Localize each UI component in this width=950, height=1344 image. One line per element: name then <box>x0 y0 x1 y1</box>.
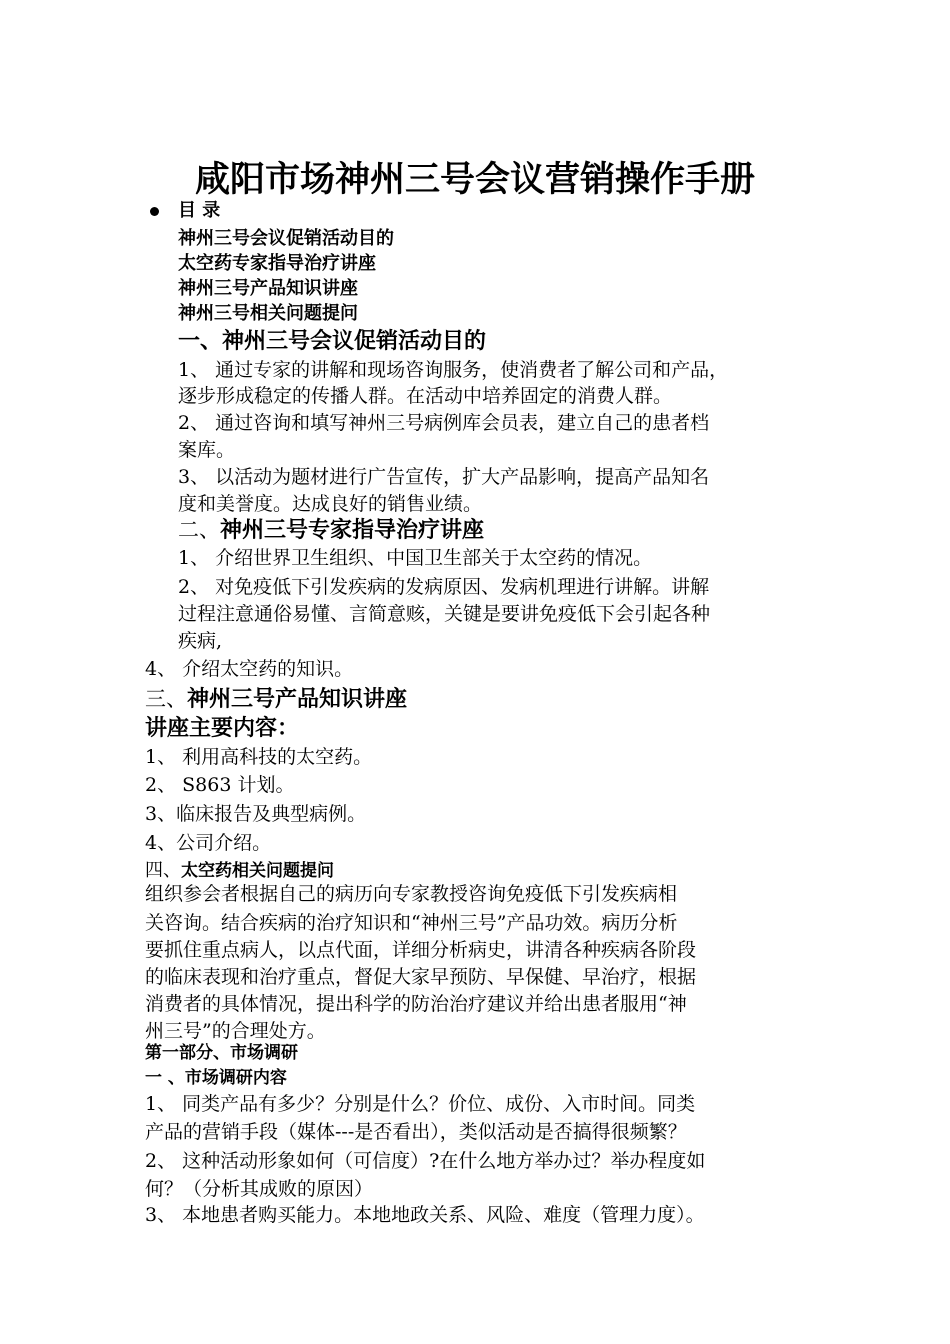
toc-item: 神州三号产品知识讲座 <box>178 278 358 299</box>
part1-line: 3、 本地患者购买能力。本地地政关系、风险、难度（管理力度）。 <box>145 1204 705 1226</box>
toc-item: 太空药专家指导治疗讲座 <box>178 253 376 274</box>
section4-heading-main: 太空药相关问题提问 <box>181 861 334 881</box>
section2-line: 过程注意通俗易懂、言简意赅，关键是要讲免疫低下会引起各种 <box>178 603 711 625</box>
section3-heading-prefix: 三、 <box>145 687 187 711</box>
section2-line: 4、 介绍太空药的知识。 <box>145 658 354 680</box>
section3-line: 4、公司介绍。 <box>145 832 272 854</box>
section1-line: 案库。 <box>178 439 236 461</box>
part1-line: 2、 这种活动形象如何（可信度）?在什么地方举办过？举办程度如 <box>145 1150 706 1172</box>
part1-line: 何？（分析其成败的原因） <box>145 1178 374 1200</box>
section2-line: 疾病, <box>178 630 223 652</box>
section1-line: 3、 以活动为题材进行广告宣传，扩大产品影响，提高产品知名 <box>178 466 710 488</box>
toc-item: 神州三号相关问题提问 <box>178 303 358 324</box>
toc-heading: 目 录 <box>178 200 221 221</box>
section1-heading: 一、神州三号会议促销活动目的 <box>178 329 487 354</box>
page-title: 咸阳市场神州三号会议营销操作手册 <box>195 160 756 200</box>
section4-line: 消费者的具体情况，提出科学的防治治疗建议并给出患者服用“神 <box>145 993 687 1015</box>
bullet-icon <box>150 207 159 216</box>
part1-subheading: 一 、市场调研内容 <box>145 1068 287 1088</box>
section4-heading <box>145 862 334 880</box>
section4-line: 组织参会者根据自己的病历向专家教授咨询免疫低下引发疾病相 <box>145 883 678 905</box>
toc-item: 神州三号会议促销活动目的 <box>178 228 394 249</box>
section4-line: 的临床表现和治疗重点，督促大家早预防、早保健、早治疗，根据 <box>145 966 697 988</box>
section2-line: 2、 对免疫低下引发疾病的发病原因、发病机理进行讲解。讲解 <box>178 576 710 598</box>
section3-line: 1、 利用高科技的太空药。 <box>145 746 373 768</box>
part1-line: 1、 同类产品有多少？分别是什么？价位、成份、入市时间。同类 <box>145 1093 696 1115</box>
section1-line: 度和美誉度。达成良好的销售业绩。 <box>178 493 483 515</box>
section4-line: 关咨询。结合疾病的治疗知识和“神州三号”产品功效。病历分析 <box>145 912 678 934</box>
section2-line: 1、 介绍世界卫生组织、中国卫生部关于太空药的情况。 <box>178 547 653 569</box>
section2-heading <box>178 520 484 542</box>
section4-line: 州三号”的合理处方。 <box>145 1020 326 1042</box>
section3-line: 3、临床报告及典型病例。 <box>145 803 367 825</box>
section1-line: 1、 通过专家的讲解和现场咨询服务，使消费者了解公司和产品， <box>178 359 729 381</box>
section3-subheading: 讲座主要内容： <box>145 716 300 741</box>
part1-line: 产品的营销手段（媒体---是否看出），类似活动是否搞得很频繁？ <box>145 1121 687 1143</box>
section2-heading-main: 神州三号专家指导治疗讲座 <box>220 518 485 543</box>
part1-heading: 第一部分、市场调研 <box>145 1043 298 1063</box>
section1-line: 逐步形成稳定的传播人群。在活动中培养固定的消费人群。 <box>178 385 673 407</box>
section3-heading <box>145 689 407 711</box>
section3-line: 2、 S863 计划。 <box>145 774 295 796</box>
section4-heading-prefix: 四、 <box>145 860 181 881</box>
section2-heading-prefix: 二、 <box>178 518 220 542</box>
section4-line: 要抓住重点病人，以点代面，详细分析病史，讲清各种疾病各阶段 <box>145 939 697 961</box>
section1-line: 2、 通过咨询和填写神州三号病例库会员表，建立自己的患者档 <box>178 412 710 434</box>
section3-heading-main: 神州三号产品知识讲座 <box>187 687 408 712</box>
